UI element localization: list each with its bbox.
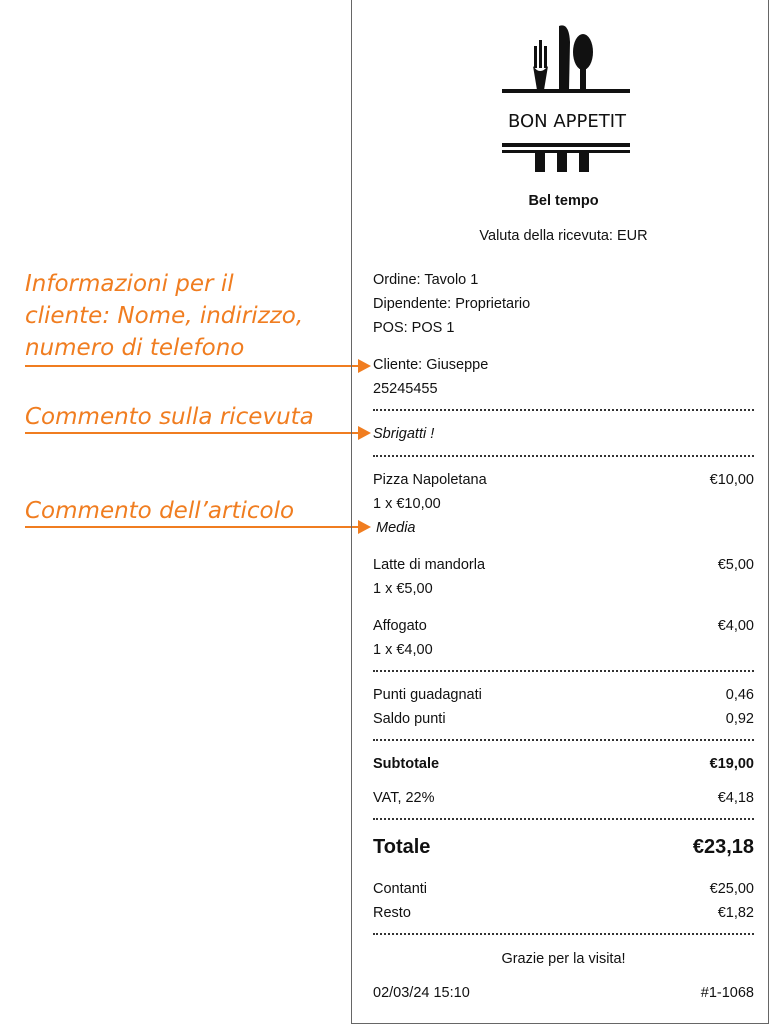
item-row [373, 555, 754, 575]
currency-line: Valuta della ricevuta: EUR [479, 228, 648, 244]
customer-name: Cliente: Giuseppe [373, 357, 489, 373]
annotation-receipt-comment: Commento sulla ricevuta [25, 404, 314, 430]
subtotal-row [373, 754, 754, 774]
item-price: €5,00 [717, 557, 754, 573]
employee-line: Dipendente: Proprietario [373, 296, 531, 312]
cash-row [373, 879, 754, 899]
points-balance-row [373, 709, 754, 729]
subtotal-value: €19,00 [709, 756, 754, 772]
receipt [351, 0, 769, 1024]
annotation-line-1: Informazioni per il [25, 271, 234, 297]
annotation-line-2: cliente: Nome, indirizzo, [25, 303, 304, 329]
vat-row [373, 788, 754, 808]
arrow-item-comment [25, 526, 369, 528]
item-row [373, 616, 754, 636]
vat-value: €4,18 [717, 790, 754, 806]
change-value: €1,82 [717, 905, 754, 921]
points-earned-value: 0,46 [725, 687, 754, 703]
divider [373, 455, 754, 457]
item-row [373, 470, 754, 490]
receipt-footer [373, 983, 754, 1003]
annotation-item-comment: Commento dell’articolo [25, 498, 295, 524]
order-line: Ordine: Tavolo 1 [373, 272, 479, 288]
thanks-message: Grazie per la visita! [501, 951, 626, 967]
points-earned-label: Punti guadagnati [373, 687, 482, 703]
item-comment: Media [376, 520, 416, 536]
divider [373, 933, 754, 935]
change-row [373, 903, 754, 923]
divider [373, 818, 754, 820]
annotation-line-3: numero di telefono [25, 335, 245, 361]
customer-phone: 25245455 [373, 381, 438, 397]
points-earned-row [373, 685, 754, 705]
divider [373, 409, 754, 411]
item-price: €4,00 [717, 618, 754, 634]
pos-line: POS: POS 1 [373, 320, 455, 336]
total-row [373, 834, 754, 860]
divider [373, 739, 754, 741]
cash-label: Contanti [373, 881, 428, 897]
total-value: €23,18 [692, 836, 754, 858]
points-balance-value: 0,92 [725, 711, 754, 727]
logo-text: BON APPETIT [507, 111, 627, 132]
item-name: Pizza Napoletana [373, 472, 487, 488]
vat-label: VAT, 22% [373, 790, 435, 806]
subtotal-label: Subtotale [373, 756, 440, 772]
annotation-customer-info [25, 268, 303, 364]
receipt-number: #1-1068 [700, 985, 754, 1001]
bon-appetit-logo [497, 18, 637, 176]
item-qty: 1 x €5,00 [373, 581, 433, 597]
arrow-receipt-comment [25, 432, 369, 434]
points-balance-label: Saldo punti [373, 711, 446, 727]
change-label: Resto [373, 905, 411, 921]
item-price: €10,00 [709, 472, 754, 488]
store-name: Bel tempo [528, 193, 599, 209]
item-name: Latte di mandorla [373, 557, 486, 573]
divider [373, 670, 754, 672]
item-qty: 1 x €10,00 [373, 496, 441, 512]
item-qty: 1 x €4,00 [373, 642, 433, 658]
arrow-customer-info [25, 365, 369, 367]
item-name: Affogato [373, 618, 427, 634]
receipt-comment: Sbrigatti ! [373, 426, 435, 442]
receipt-datetime: 02/03/24 15:10 [373, 985, 470, 1001]
total-label: Totale [373, 836, 431, 858]
cash-value: €25,00 [709, 881, 754, 897]
